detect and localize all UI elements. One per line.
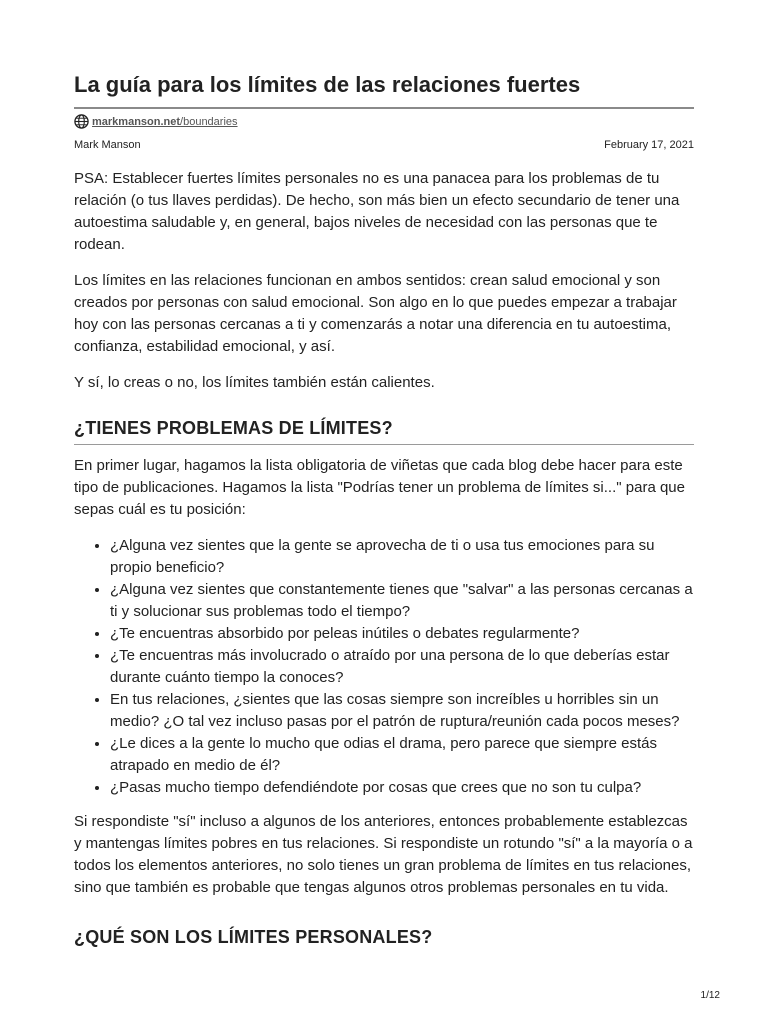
source-link-row <box>74 114 238 129</box>
paragraph-hot: Y sí, lo creas o no, los límites también están calientes. <box>74 374 435 391</box>
section-heading-definition <box>74 925 694 949</box>
globe-icon <box>74 114 89 129</box>
title-divider <box>74 107 694 109</box>
heading-divider <box>74 444 694 445</box>
list-item: • ¿Te encuentras más involucrado o atraído por una persona de lo que deberías estar durante cuánto tiempo la conoces? <box>110 645 694 689</box>
list-item: • ¿Alguna vez sientes que la gente se aprovecha de ti o usa tus emociones para su propio beneficio? <box>110 535 694 579</box>
list-item: • ¿Te encuentras absorbido por peleas inútiles o debates regularmente? <box>110 623 694 645</box>
paragraph-list-intro: En primer lugar, hagamos la lista obligatoria de viñetas que cada blog debe hacer para este tipo de publicaciones. Hagamos la lista "Podrías tener un problema de límites si..." para que sepas cuál es tu posición: <box>74 457 685 518</box>
list-item: • ¿Alguna vez sientes que constantemente tienes que "salvar" a las personas cercanas a ti y solucionar sus problemas todo el tiempo? <box>110 579 694 623</box>
source-domain: markmanson.net <box>92 115 181 128</box>
paragraph-intro: PSA: Establecer fuertes límites personales no es una panacea para los problemas de tu relación (o tus llaves perdidas). De hecho, son más bien un efecto secundario de tener una autoestima saludable y, en general, bajos niveles de necesidad con las personas que te rodean. <box>74 170 680 253</box>
article-body <box>74 168 694 959</box>
page-indicator: 1/12 <box>700 990 720 1001</box>
heading-text: ¿QUÉ SON LOS LÍMITES PERSONALES? <box>74 927 433 947</box>
heading-text: ¿TIENES PROBLEMAS DE LÍMITES? <box>74 418 393 438</box>
list-item: • ¿Le dices a la gente lo mucho que odias el drama, pero parece que siempre estás atrapado en medio de él? <box>110 733 694 777</box>
author-name: Mark Manson <box>74 139 141 151</box>
publish-date: February 17, 2021 <box>604 139 694 151</box>
article-meta <box>74 139 694 151</box>
bullet-list <box>74 535 694 799</box>
section-heading-problems <box>74 416 694 445</box>
paragraph-two-way: Los límites en las relaciones funcionan en ambos sentidos: crean salud emocional y son creados por personas con salud emocional. Son algo en lo que puedes empezar a trabajar hoy con las personas cercanas a ti y comenzarás a notar una diferencia en tu autoestima, confianza, estabilidad emocional, y así. <box>74 272 677 355</box>
source-url-link[interactable] <box>92 116 238 128</box>
list-item: • ¿Pasas mucho tiempo defendiéndote por cosas que crees que no son tu culpa? <box>110 777 694 799</box>
source-path: /boundaries <box>180 115 238 128</box>
list-item: • En tus relaciones, ¿sientes que las cosas siempre son increíbles u horribles sin un medio? ¿O tal vez incluso pasas por el patrón de ruptura/reunión cada pocos meses? <box>110 689 694 733</box>
article-title: La guía para los límites de las relaciones fuertes <box>74 72 581 97</box>
paragraph-conclusion: Si respondiste "sí" incluso a algunos de los anteriores, entonces probablemente establezcas y mantengas límites pobres en tus relaciones. Si respondiste un rotundo "sí" a la mayoría o a todos los elementos anteriores, no solo tienes un gran problema de límites en tus relaciones, sino que también es probable que tengas algunos otros problemas personales en tu vida. <box>74 813 693 896</box>
